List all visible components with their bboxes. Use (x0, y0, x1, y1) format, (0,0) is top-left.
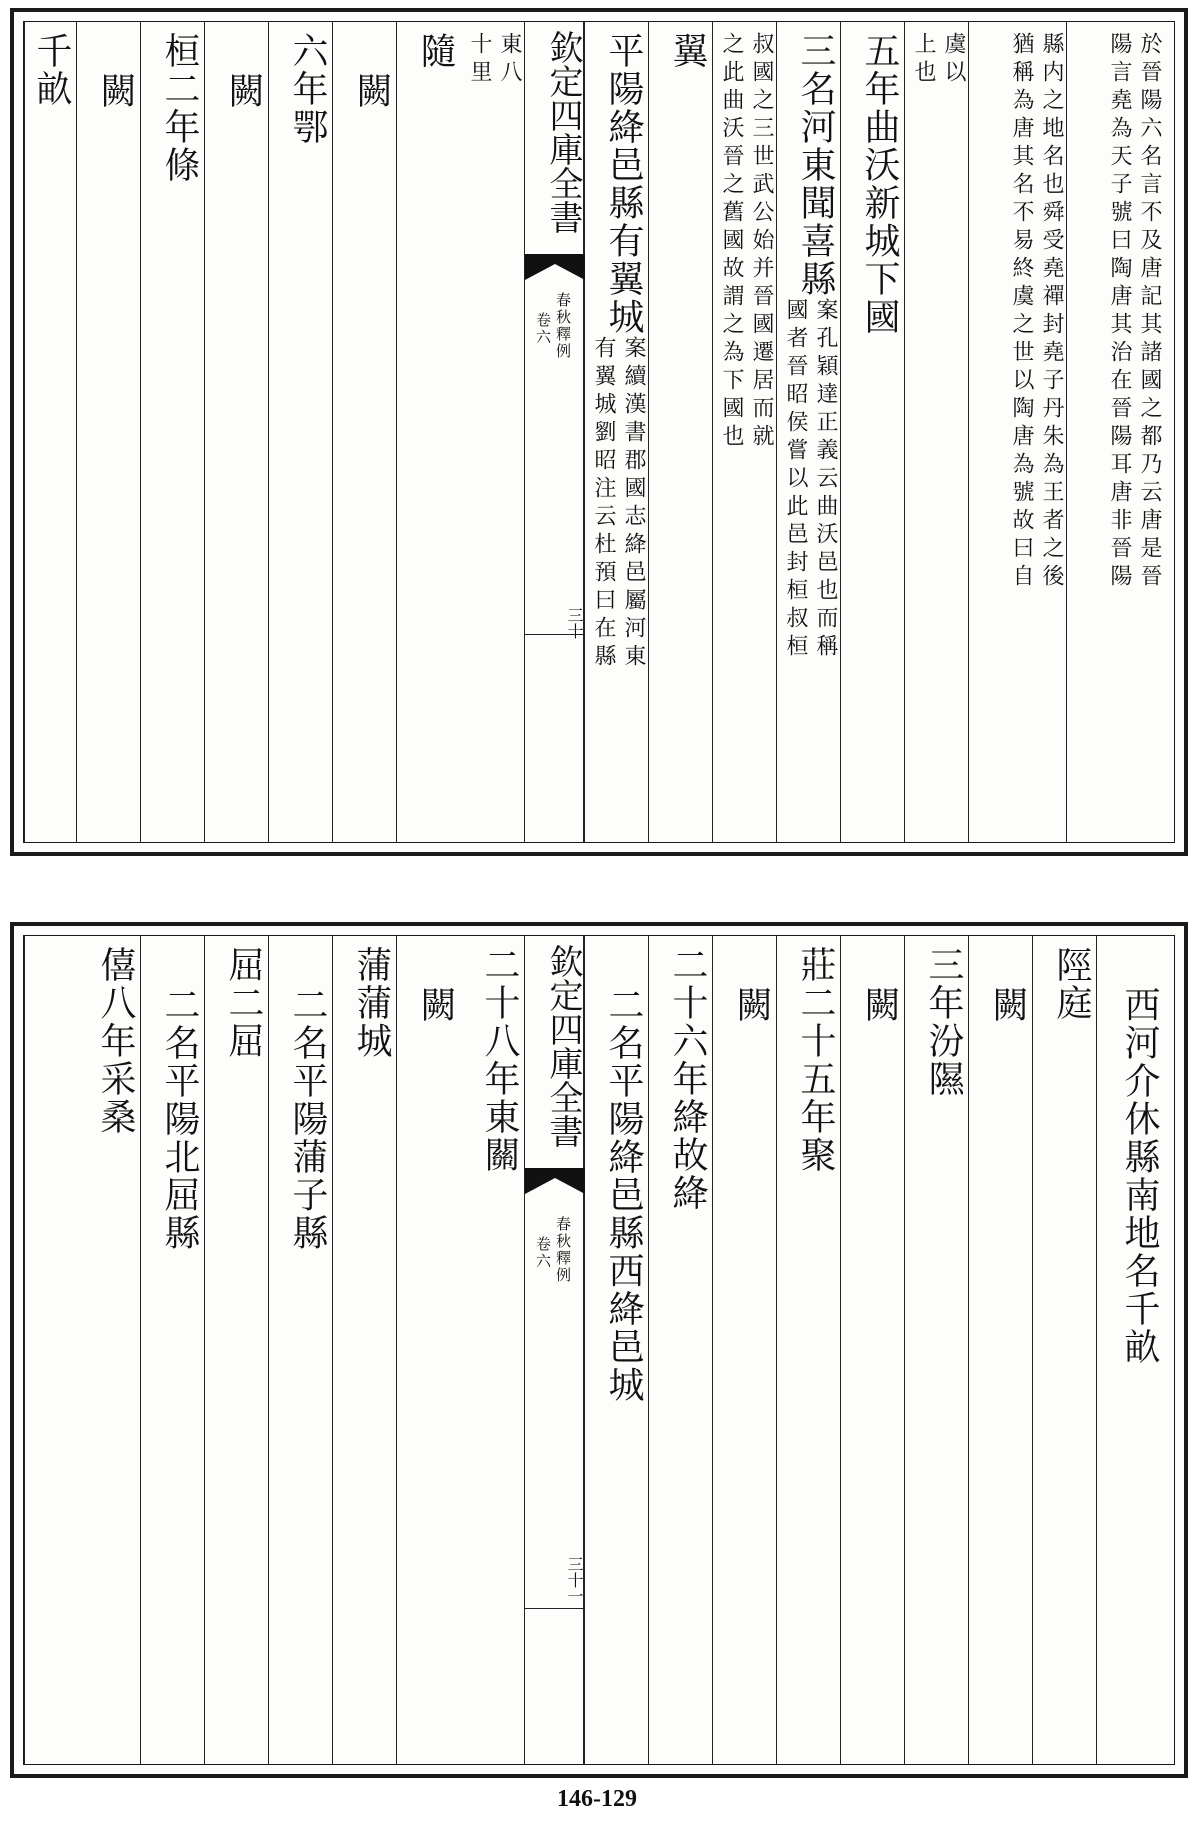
entry-heading: 千畝 (31, 32, 72, 108)
banner-juan: 卷六 (534, 312, 552, 346)
top-col-11 (332, 22, 396, 842)
annotation-line: 上也 (911, 32, 936, 88)
entry-heading: 二名平陽北屈縣 (159, 986, 200, 1252)
entry-heading: 闕 (95, 72, 136, 110)
top-col-2 (968, 22, 1066, 842)
top-col-3-text (909, 32, 968, 88)
annotation-line: 國者晉昭侯嘗以此邑封桓叔桓 (783, 298, 808, 662)
top-col-9-text (466, 32, 524, 88)
entry-heading: 二名平陽蒲子縣 (287, 986, 328, 1252)
top-col-3 (904, 22, 968, 842)
bottom-col-13 (268, 936, 332, 1764)
bottom-col-6 (776, 936, 840, 1764)
entry-heading: 闕 (223, 72, 264, 110)
top-col-4 (840, 22, 904, 842)
bottom-col-8 (648, 936, 712, 1764)
entry-heading: 三名河東聞喜縣 (795, 32, 836, 298)
entry-heading: 五年曲沃新城下國 (859, 32, 900, 336)
entry-heading: 闕 (731, 986, 772, 1024)
page-footer-label: 146-129 (557, 1786, 637, 1812)
annotation-line: 有翼城劉昭注云杜預曰在縣 (591, 336, 616, 672)
banner-rule (525, 1608, 583, 1609)
entry-heading: 屈二屈 (223, 946, 264, 1060)
top-col-5-text (777, 32, 840, 662)
top-col-10 (396, 22, 460, 842)
top-page-inner-border (23, 21, 1175, 843)
annotation-line: 虞以 (941, 32, 966, 88)
banner-rule (525, 634, 583, 635)
entry-heading: 闕 (415, 986, 456, 1024)
annotation-line: 十里 (467, 32, 492, 88)
entry-heading: 平陽絳邑縣有翼城 (603, 32, 644, 336)
top-col-7 (648, 22, 712, 842)
annotation-line: 於晉陽六名言不及唐記其諸國之都乃云唐是晉 (1137, 32, 1162, 592)
bottom-col-3 (968, 936, 1032, 1764)
entry-heading: 二十八年東關 (479, 946, 520, 1174)
top-col-8-text (585, 32, 648, 672)
top-col-1-text (1073, 32, 1164, 592)
entry-heading: 僖八年采桑 (95, 946, 136, 1136)
entry-heading: 西河介休縣南地名千畝 (1119, 986, 1160, 1366)
bottom-col-9 (584, 936, 648, 1764)
bottom-col-14 (204, 936, 268, 1764)
top-col-6-text (717, 32, 776, 452)
entry-heading: 三年汾隰 (923, 946, 964, 1098)
top-col-9 (460, 22, 524, 842)
bottom-center-banner (524, 936, 584, 1764)
banner-title: 欽定四庫全書 (543, 944, 583, 1148)
entry-heading: 莊二十五年聚 (795, 946, 836, 1174)
entry-heading: 闕 (859, 986, 900, 1024)
bottom-col-15 (140, 936, 204, 1764)
bottom-col-5 (840, 936, 904, 1764)
bottom-page-inner-border (23, 935, 1175, 1765)
banner-book-title: 春秋釋例 (554, 292, 572, 360)
top-col-13 (204, 22, 268, 842)
bottom-col-1 (1096, 936, 1164, 1764)
top-center-banner (524, 22, 584, 842)
entry-heading: 二名平陽絳邑縣西絳邑城 (603, 986, 644, 1404)
banner-juan: 卷六 (534, 1236, 552, 1270)
entry-heading: 闕 (987, 986, 1028, 1024)
entry-annotation (780, 298, 840, 662)
annotation-line: 陽言堯為天子號曰陶唐其治在晉陽耳唐非晉陽 (1107, 32, 1132, 592)
entry-heading: 蒲蒲城 (351, 946, 392, 1060)
banner-title: 欽定四庫全書 (543, 30, 583, 234)
top-col-2-text (975, 32, 1066, 592)
bottom-col-2 (1032, 936, 1096, 1764)
entry-heading: 桓二年條 (159, 32, 200, 184)
top-col-5 (776, 22, 840, 842)
annotation-line: 之此曲沃晉之舊國故謂之為下國也 (719, 32, 744, 452)
annotation-line: 縣内之地名也舜受堯禪封堯子丹朱為王者之後 (1039, 32, 1064, 592)
top-col-6 (712, 22, 776, 842)
bottom-page-frame (10, 922, 1188, 1778)
top-page-frame (10, 8, 1188, 856)
bottom-col-11 (396, 936, 460, 1764)
bottom-col-10 (460, 936, 524, 1764)
bottom-col-12 (332, 936, 396, 1764)
entry-heading: 隨 (415, 32, 456, 70)
top-col-16 (24, 22, 76, 842)
annotation-line: 案續漢書郡國志絳邑屬河東 (621, 336, 646, 672)
annotation-line: 東八 (497, 32, 522, 88)
top-col-8 (584, 22, 648, 842)
fish-tail-mark (525, 1168, 585, 1194)
top-col-12 (268, 22, 332, 842)
entry-heading: 闕 (351, 72, 392, 110)
fish-tail-mark (525, 254, 585, 280)
banner-page-number: 三十一 (565, 1556, 584, 1604)
entry-heading: 二十六年絳故絳 (667, 946, 708, 1212)
bottom-col-16 (24, 936, 140, 1764)
annotation-line: 案孔穎達正義云曲沃邑也而稱 (813, 298, 838, 662)
top-col-15 (76, 22, 140, 842)
entry-heading: 陘庭 (1051, 946, 1092, 1022)
entry-heading: 翼 (667, 32, 708, 70)
banner-book-title: 春秋釋例 (554, 1216, 572, 1284)
top-col-1 (1066, 22, 1164, 842)
bottom-col-4 (904, 936, 968, 1764)
annotation-line: 叔國之三世武公始并晉國遷居而就 (749, 32, 774, 452)
top-col-14 (140, 22, 204, 842)
bottom-col-7 (712, 936, 776, 1764)
annotation-line: 猶稱為唐其名不易終虞之世以陶唐為號故曰自 (1009, 32, 1034, 592)
entry-annotation (588, 336, 648, 672)
banner-page-number: 三十 (565, 607, 584, 639)
entry-heading: 六年鄂 (287, 32, 328, 146)
